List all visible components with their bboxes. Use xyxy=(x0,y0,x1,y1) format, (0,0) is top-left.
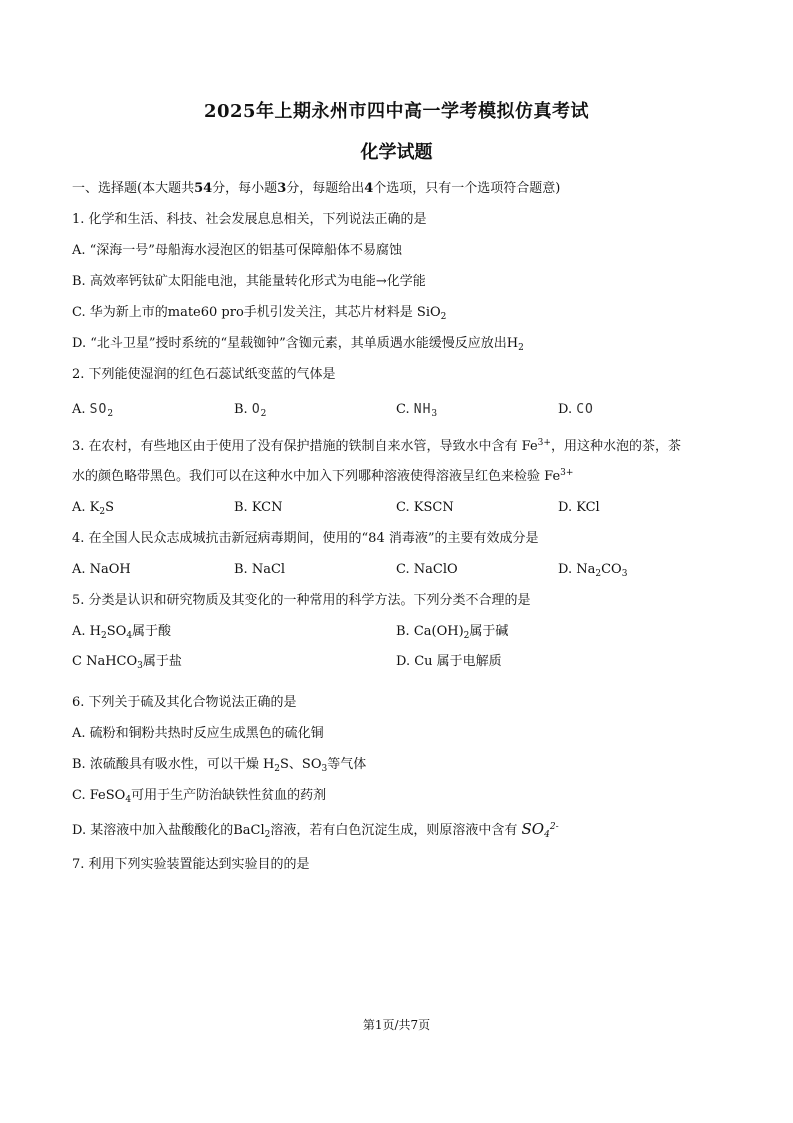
question-4-option-b: B. NaCl xyxy=(234,562,286,577)
question-6-option-c: C. FeSO$_4$可用于生产防治缺铁性贫血的药剂 xyxy=(72,788,327,805)
question-4-option-d: D. $Na_2CO_3$ xyxy=(558,562,628,579)
question-1-option-c: C. 华为新上市的mate60 pro手机引发关注，其芯片材料是 SiO$_2$ xyxy=(72,305,447,322)
question-2-option-d: D. CO xyxy=(558,402,594,417)
question-5-option-d: D. Cu 属于电解质 xyxy=(396,654,502,669)
question-1-option-a: A. “深海一号”母船海水浸泡区的铝基可保障船体不易腐蚀 xyxy=(72,243,402,258)
page-number: 第1页/共7页 xyxy=(362,1018,431,1032)
question-3-stem-line1: 3. 在农村，有些地区由于使用了没有保护措施的铁制自来水管，导致水中含有 $Fe^{3+}$，用这种水泡的茶，茶 xyxy=(72,438,681,454)
question-3-option-d: D. KCl xyxy=(558,500,600,515)
question-3-stem-line2: 水的颜色略带黑色。我们可以在这种水中加入下列哪种溶液使得溶液呈红色来检验 $Fe^{3+}$ xyxy=(72,468,574,484)
question-5-option-a: A. $H_2SO_4$属于酸 xyxy=(72,624,172,641)
question-6-option-a: A. 硫粉和铜粉共热时反应生成黑色的硫化铜 xyxy=(72,726,324,741)
question-6-option-b: B. 浓硫酸具有吸水性，可以干燥 $H_2S$、$SO_3$等气体 xyxy=(72,757,367,774)
section-heading: 一、选择题(本大题共54分，每小题3分，每题给出4个选项，只有一个选项符合题意) xyxy=(72,181,561,196)
question-3-option-a: A. $K_2S$ xyxy=(72,500,115,517)
question-4-option-a: A. NaOH xyxy=(72,562,131,577)
question-6-option-d: D. 某溶液中加入盐酸酸化的BaCl$_2$溶液，若有白色沉淀生成，则原溶液中含有 $SO_4^{2-}$ xyxy=(72,820,559,840)
question-1-option-d: D. “北斗卫星”授时系统的“星载铷钟”含铷元素，其单质遇水能缓慢反应放出$H_2$ xyxy=(72,336,524,353)
question-2-stem: 2. 下列能使湿润的红色石蕊试纸变蓝的气体是 xyxy=(72,367,336,382)
question-1-stem: 1. 化学和生活、科技、社会发展息息相关，下列说法正确的是 xyxy=(72,212,427,227)
question-2-option-b: B. $O_2$ xyxy=(234,402,267,419)
question-1-option-b: B. 高效率钙钛矿太阳能电池，其能量转化形式为电能→化学能 xyxy=(72,274,426,289)
exam-subtitle: 化学试题 xyxy=(360,142,433,163)
question-2-option-c: C. $NH_3$ xyxy=(396,402,438,419)
question-2-option-a: A. $SO_2$ xyxy=(72,402,114,419)
question-4-option-c: C. NaClO xyxy=(396,562,458,577)
exam-title: 2025年上期永州市四中高一学考模拟仿真考试 xyxy=(203,101,590,122)
question-5-option-c: C NaHCO$_3$属于盐 xyxy=(72,654,182,671)
sulfate-ion-formula: $SO_4^{2-}$ xyxy=(521,820,559,840)
question-3-option-c: C. KSCN xyxy=(396,500,454,515)
question-5-option-b: B. $Ca(OH)_2$属于碱 xyxy=(396,624,509,641)
question-4-stem: 4. 在全国人民众志成城抗击新冠病毒期间，使用的“84 消毒液”的主要有效成分是 xyxy=(72,531,539,546)
question-5-stem: 5. 分类是认识和研究物质及其变化的一种常用的科学方法。下列分类不合理的是 xyxy=(72,593,531,608)
question-6-stem: 6. 下列关于硫及其化合物说法正确的是 xyxy=(72,695,297,710)
question-3-option-b: B. KCN xyxy=(234,500,283,515)
question-7-stem: 7. 利用下列实验装置能达到实验目的的是 xyxy=(72,857,310,872)
